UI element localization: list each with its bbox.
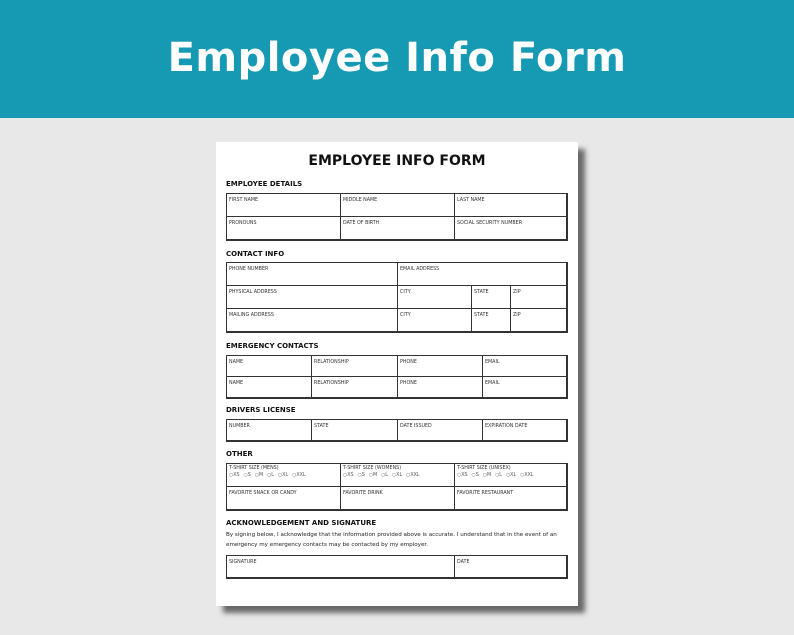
form-field[interactable] [398,309,472,332]
form-field[interactable] [341,464,455,487]
size-label: XS [347,473,354,478]
form-field[interactable] [227,286,398,309]
field-label: NAME [229,381,244,386]
field-label: STATE [474,313,489,318]
banner [0,0,794,118]
size-label: XS [461,473,468,478]
size-checkbox[interactable]: ○XL [505,473,517,478]
field-label: DATE [457,560,470,565]
field-label: FAVORITE DRINK [343,491,383,496]
size-label: L [385,473,388,478]
form-field[interactable] [227,309,398,332]
drivers-license-table [226,419,568,442]
field-label: T-SHIRT SIZE (MENS) [229,466,279,471]
form-field[interactable] [472,309,511,332]
size-checkbox[interactable]: ○L [267,473,274,478]
field-label: RELATIONSHIP [314,381,349,386]
size-options [457,473,564,478]
field-label: PHONE [400,381,417,386]
size-label: M [258,473,264,478]
form-field[interactable] [227,556,455,578]
size-label: M [372,473,378,478]
form-field[interactable] [398,377,483,398]
size-options [343,473,452,478]
size-label: M [486,473,492,478]
size-checkbox[interactable]: ○XL [391,473,403,478]
field-label: STATE [474,290,489,295]
form-field[interactable] [455,194,567,217]
field-label: FAVORITE RESTAURANT [457,491,514,496]
form-field[interactable] [398,286,472,309]
form-field[interactable] [227,356,312,377]
size-checkbox[interactable]: ○S [357,473,365,478]
form-field[interactable] [455,487,567,510]
field-label: PHONE NUMBER [229,267,269,272]
banner-title: Employee Info Form [167,35,627,81]
field-label: NAME [229,360,244,365]
acknowledgement-text: By signing below, I acknowledge that the information provided above is accurate. I understand that in the event of an emergency my emergency contacts may be contacted by my employer. [226,532,557,548]
emergency-contacts-table [226,355,568,399]
size-label: XL [396,473,403,478]
size-label: L [271,473,274,478]
size-label: S [247,473,251,478]
field-label: SOCIAL SECURITY NUMBER [457,221,523,226]
form-field[interactable] [483,377,567,398]
field-label: NUMBER [229,424,250,429]
size-label: S [361,473,365,478]
field-label: RELATIONSHIP [314,360,349,365]
size-checkbox[interactable]: ○XS [229,473,240,478]
size-checkbox[interactable]: ○XS [457,473,468,478]
signature-table [226,555,568,579]
field-label: SIGNATURE [229,560,257,565]
field-label: FIRST NAME [229,198,259,203]
section-heading: DRIVERS LICENSE [226,406,296,414]
field-label: PRONOUNS [229,221,257,226]
size-checkbox[interactable]: ○XXL [520,473,534,478]
form-field[interactable] [227,217,341,240]
size-label: XL [282,473,289,478]
field-label: DATE ISSUED [400,424,432,429]
size-checkbox[interactable]: ○XXL [292,473,306,478]
form-field[interactable] [227,464,341,487]
form-field[interactable] [227,377,312,398]
form-field[interactable] [398,420,483,441]
section-heading: ACKNOWLEDGEMENT AND SIGNATURE [226,519,377,527]
size-label: XXL [410,473,420,478]
form-field[interactable] [227,487,341,510]
form-field[interactable] [312,420,398,441]
field-label: STATE [314,424,329,429]
form-field[interactable] [341,217,455,240]
size-label: L [499,473,502,478]
field-label: MAILING ADDRESS [229,313,274,318]
field-label: LAST NAME [457,198,485,203]
employee-details-table [226,193,568,241]
field-label: ZIP [513,290,521,295]
size-checkbox[interactable]: ○XL [277,473,289,478]
field-label: CITY [400,290,411,295]
size-options [229,473,338,478]
form-field[interactable] [341,194,455,217]
field-label: EMAIL [485,360,500,365]
field-label: PHYSICAL ADDRESS [229,290,277,295]
size-label: XXL [524,473,534,478]
form-field[interactable] [472,286,511,309]
section-heading: EMPLOYEE DETAILS [226,180,303,188]
size-label: S [475,473,479,478]
section-heading: EMERGENCY CONTACTS [226,342,319,350]
form-field[interactable] [398,263,567,286]
form-field[interactable] [312,377,398,398]
form-field[interactable] [341,487,455,510]
section-heading: CONTACT INFO [226,250,285,258]
size-label: XL [510,473,517,478]
size-label: XS [233,473,240,478]
size-checkbox[interactable]: ○XXL [406,473,420,478]
form-title: EMPLOYEE INFO FORM [308,153,486,169]
field-label: ZIP [513,313,521,318]
form-field[interactable] [511,286,567,309]
size-checkbox[interactable]: ○L [381,473,388,478]
contact-info-table [226,262,568,333]
field-label: EMAIL [485,381,500,386]
form-page [216,142,578,606]
field-label: DATE OF BIRTH [343,221,380,226]
form-field[interactable] [483,420,567,441]
form-field[interactable] [227,420,312,441]
other-table [226,463,568,511]
field-label: CITY [400,313,411,318]
form-field[interactable] [455,556,567,578]
section-heading: OTHER [226,450,253,458]
field-label: EMAIL ADDRESS [400,267,440,272]
size-checkbox[interactable]: ○M [254,473,264,478]
form-field[interactable] [455,217,567,240]
size-label: XXL [296,473,306,478]
field-label: FAVORITE SNACK OR CANDY [229,491,297,496]
form-field[interactable] [312,356,398,377]
field-label: T-SHIRT SIZE (WOMENS) [343,466,402,471]
form-field[interactable] [511,309,567,332]
form-field[interactable] [483,356,567,377]
form-field[interactable] [455,464,567,487]
size-checkbox[interactable]: ○M [482,473,492,478]
form-field[interactable] [398,356,483,377]
field-label: T-SHIRT SIZE (UNISEX) [457,466,511,471]
size-checkbox[interactable]: ○M [368,473,378,478]
field-label: PHONE [400,360,417,365]
field-label: MIDDLE NAME [343,198,378,203]
form-field[interactable] [227,194,341,217]
size-checkbox[interactable]: ○XS [343,473,354,478]
field-label: EXPIRATION DATE [485,424,528,429]
size-checkbox[interactable]: ○L [495,473,502,478]
form-field[interactable] [227,263,398,286]
size-checkbox[interactable]: ○S [471,473,479,478]
size-checkbox[interactable]: ○S [243,473,251,478]
